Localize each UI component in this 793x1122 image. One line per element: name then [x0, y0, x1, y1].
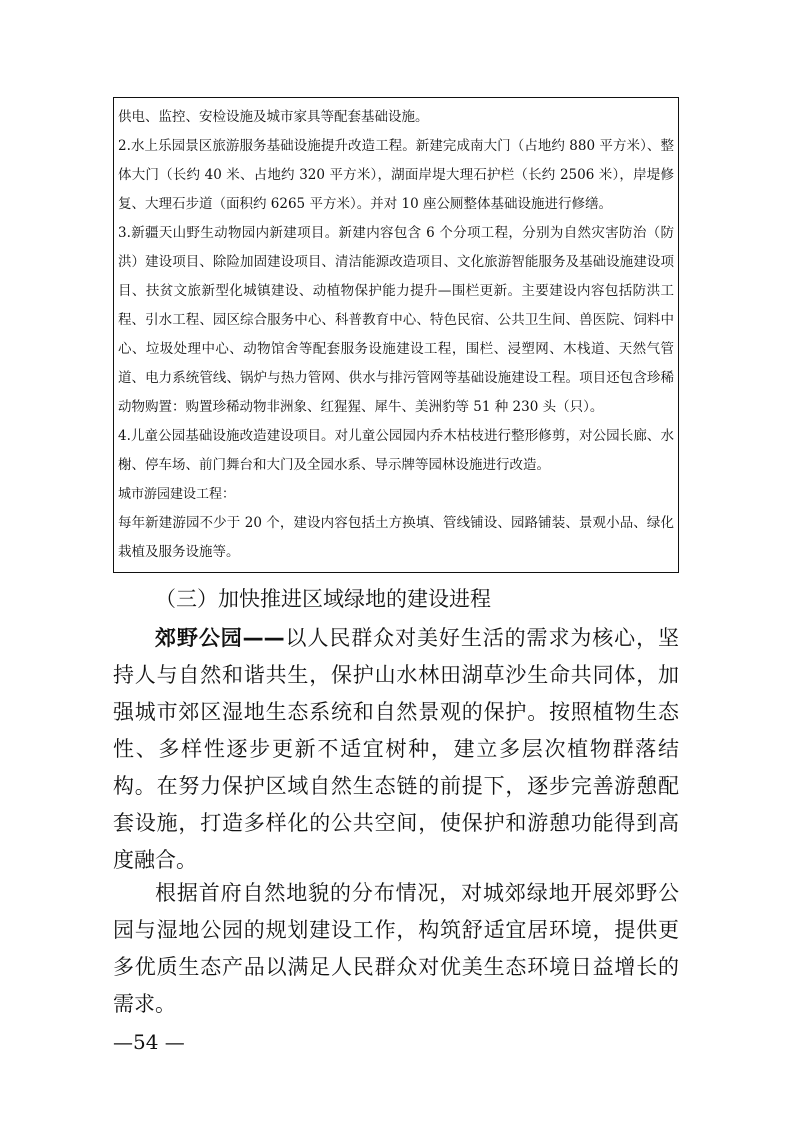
page-number: —54 — — [113, 1030, 185, 1054]
paragraph-1-text: 以人民群众对美好生活的需求为核心，坚持人与自然和谐共生，保护山水林田湖草沙生命共同体，加强城市郊区湿地生态系统和自然景观的保护。按照植物生态性、多样性逐步更新不适宜树种，建立多层次植物群落结构。在努力保护区域自然生态链的前提下，逐步完善游憩配套设施，打造多样化的公共空间，使保护和游憩功能得到高度融合。 — [113, 626, 680, 872]
body-paragraph-2 — [113, 875, 679, 1023]
box-paragraph-3: 3.新疆天山野生动物园内新建项目。新建内容包含 6 个分项工程，分别为自然灾害防治（防洪）建设项目、除险加固建设项目、清洁能源改造项目、文化旅游智能服务及基础设施建设项目、扶贫文旅新型化城镇建设、动植物保护能力提升—围栏更新。主要建设内容包括防洪工程、引水工程、园区综合服务中心、科普教育中心、特色民宿、公共卫生间、兽医院、饲料中心、垃圾处理中心、动物馆舍等配套服务设施建设工程，围栏、浸塑网、木栈道、天然气管道、电力系统管线、锅炉与热力管网、供水与排污管网等基础设施建设工程。项目还包含珍稀动物购置：购置珍稀动物非洲象、红猩猩、犀牛、美洲豹等 51 种 230 头（只）。 — [118, 225, 674, 415]
box-paragraph-2: 2.水上乐园景区旅游服务基础设施提升改造工程。新建完成南大门（占地约 880 平方米）、整体大门（长约 40 米、占地约 320 平方米），湖面岸堤大理石护栏（长约 2506 米），岸堤修复、大理石步道（面积约 6265 平方米）。并对 10 座公厕整体基础设施进行修缮。 — [118, 138, 674, 212]
paragraph-lead-term: 郊野公园—— — [155, 626, 285, 650]
box-paragraph-5: 每年新建游园不少于 20 个，建设内容包括土方换填、管线铺设、园路铺装、景观小品、绿化栽植及服务设施等。 — [118, 515, 674, 560]
paragraph-2-text: 根据首府自然地貌的分布情况，对城郊绿地开展郊野公园与湿地公园的规划建设工作，构筑舒适宜居环境，提供更多优质生态产品以满足人民群众对优美生态环境日益增长的需求。 — [113, 881, 679, 1016]
box-paragraph-1: 供电、监控、安检设施及城市家具等配套基础设施。 — [118, 109, 429, 125]
box-subheading: 城市游园建设工程： — [118, 487, 236, 502]
section-heading: （三）加快推进区域绿地的建设进程 — [155, 587, 491, 611]
body-paragraph-1 — [113, 620, 679, 879]
box-paragraph-4: 4.儿童公园基础设施改造建设项目。对儿童公园园内乔木枯枝进行整形修剪，对公园长廊、水榭、停车场、前门舞台和大门及全园水系、导示牌等园林设施进行改造。 — [118, 428, 674, 473]
project-list-box — [113, 97, 679, 573]
